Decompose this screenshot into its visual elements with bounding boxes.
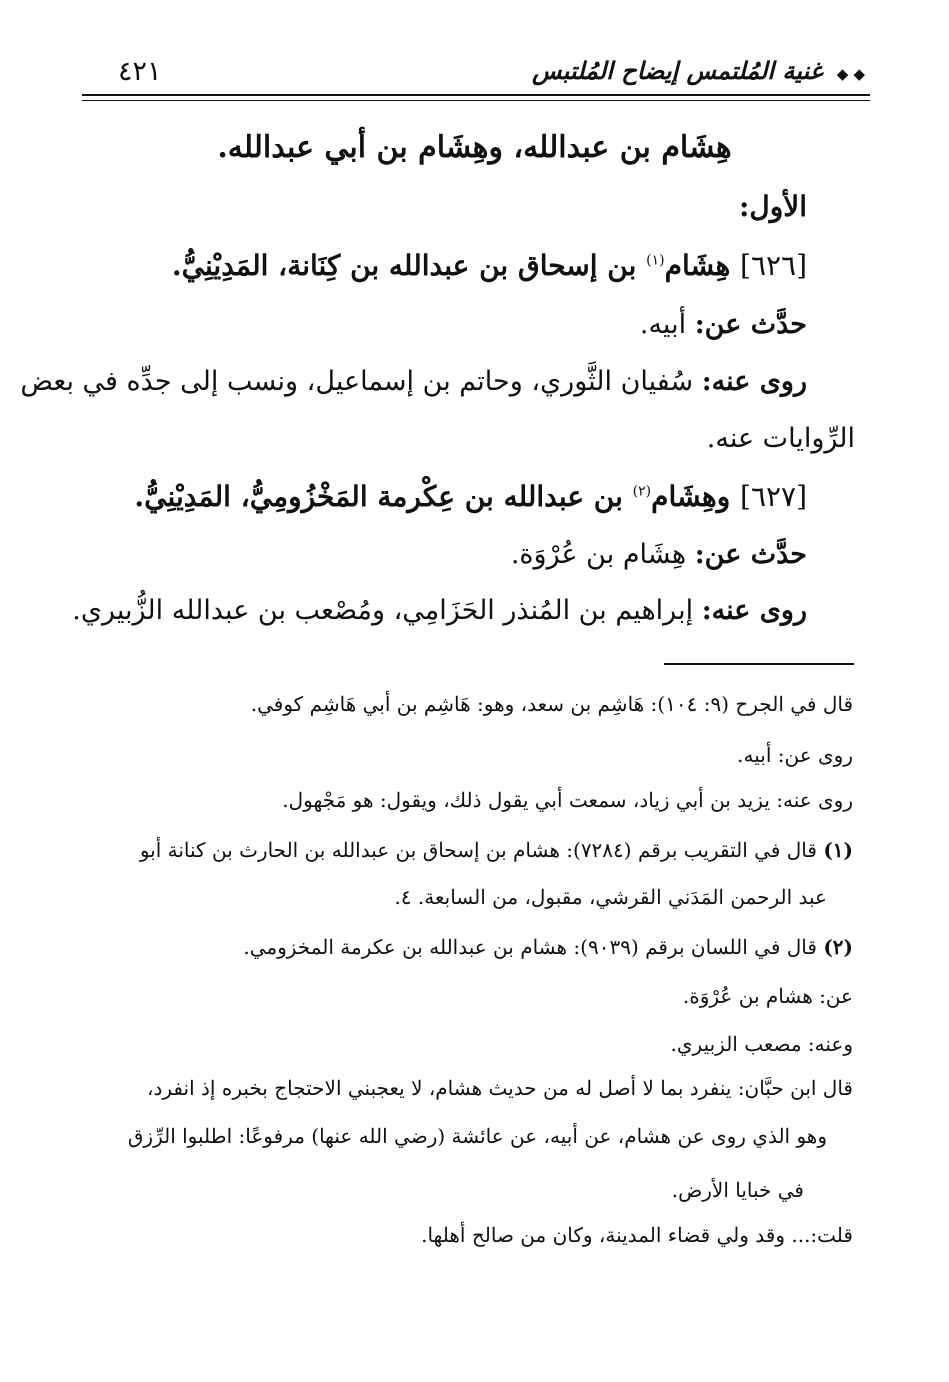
entry-626-heading — [172, 249, 807, 282]
running-title-text: غنية المُلتمس إيضاح المُلتبس — [532, 56, 823, 85]
entry-627-heading — [134, 480, 807, 513]
footnote-2-text: قال في اللسان برقم (٩٠٣٩): هشام بن عبدالله بن عكرمة المخزومي. — [243, 935, 817, 959]
footnote-2-line-4: قال ابن حبَّان: ينفرد بما لا أصل له من حديث هشام، لا يعجبني الاحتجاج بخبره إذ انفرد، — [147, 1076, 853, 1100]
entry-626-from-label: حدَّث عن: — [694, 309, 807, 340]
entry-627-narrators — [72, 595, 807, 626]
entry-627-lineage: بن عبدالله بن عِكْرمة المَخْزُومِيُّ، المَدِيْنِيُّ. — [134, 480, 623, 513]
entry-627-from-label: حدَّث عن: — [694, 539, 807, 570]
entry-627-name: وهِشَام — [651, 480, 731, 513]
footnote-pre-line-3: روى عنه: يزيد بن أبي زياد، سمعت أبي يقول ذلك، ويقول: هو مَجْهول. — [282, 788, 853, 812]
footnote-2-marker: (٢) — [823, 935, 853, 959]
header-rule-thick — [82, 94, 870, 96]
footnote-1-line-2: عبد الرحمن المَدَني القرشي، مقبول، من السابعة. ٤. — [394, 885, 827, 909]
section-title: هِشَام بن عبدالله، وهِشَام بن أبي عبدالله. — [217, 130, 732, 165]
entry-627-number: [٦٢٧] — [740, 480, 807, 513]
entry-626-lineage: بن إسحاق بن عبدالله بن كِنَانة، المَدِيْنِيُّ. — [171, 249, 637, 282]
entry-626-from — [640, 309, 807, 340]
footnote-ref-1: (١) — [646, 252, 665, 269]
entry-626-narrators — [20, 366, 807, 397]
footnote-2-line-1 — [243, 935, 853, 959]
header-rule-thin — [82, 100, 870, 101]
entry-626-number: [٦٢٦] — [740, 249, 807, 282]
footnote-2-line-7: قلت:... وقد ولي قضاء المدينة، وكان من صالح أهلها. — [421, 1223, 853, 1247]
entry-626-from-text: أبيه. — [639, 309, 687, 340]
entry-627-from — [511, 539, 807, 570]
footnote-pre-line-2: روى عن: أبيه. — [737, 743, 853, 767]
footnote-1-line-1 — [140, 838, 853, 862]
section-label: الأول: — [739, 190, 807, 223]
entry-627-narr-text: إبراهيم بن المُنذر الحَزَامِي، ومُصْعب بن عبدالله الزُّبيري. — [72, 595, 694, 626]
running-title — [532, 56, 865, 85]
footnote-2-line-2: عن: هشام بن عُرْوَة. — [682, 984, 853, 1008]
entry-626-name: هِشَام — [664, 249, 731, 282]
page-number: ٤٢١ — [118, 56, 162, 87]
footnote-2-line-3: وعنه: مصعب الزبيري. — [670, 1032, 853, 1056]
entry-627-from-text: هِشَام بن عُرْوَة. — [510, 539, 687, 570]
footnote-ref-2: (٢) — [632, 483, 652, 500]
footnote-pre-line-1: قال في الجرح (٩: ١٠٤): هَاشِم بن سعد، وهو: هَاشِم بن أبي هَاشِم كوفي. — [250, 692, 853, 716]
footnote-1-marker: (١) — [823, 838, 853, 862]
footnote-separator — [664, 663, 854, 665]
entry-627-narr-label: روى عنه: — [701, 595, 807, 626]
entry-626-narrators-cont: الرِّوايات عنه. — [706, 423, 855, 454]
entry-626-narr-label: روى عنه: — [701, 366, 807, 397]
footnote-1-text: قال في التقريب برقم (٧٢٨٤): هشام بن إسحاق بن عبدالله بن الحارث بن كنانة أبو — [139, 838, 817, 862]
footnote-2-line-5: وهو الذي روى عن هشام، عن أبيه، عن عائشة (رضي الله عنها) مرفوعًا: اطلبوا الرِّزق — [127, 1124, 827, 1148]
header-ornament: ◆ ◆ — [836, 65, 865, 83]
footnote-2-line-6: في خبايا الأرض. — [671, 1178, 804, 1202]
entry-626-narr-text: سُفيان الثَّوري، وحاتم بن إسماعيل، ونسب إلى جدِّه في بعض — [20, 366, 694, 397]
